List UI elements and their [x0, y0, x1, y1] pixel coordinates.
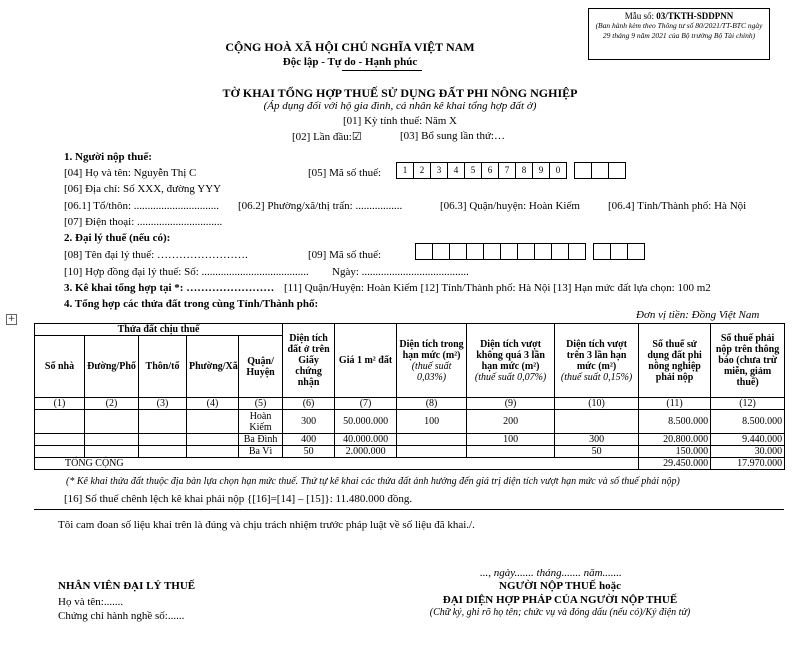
col-header-4: Phường/Xã — [187, 336, 239, 398]
cell-area: 300 — [283, 410, 335, 434]
taxpayer-name: [04] Họ và tên: Nguyễn Thị C — [64, 167, 197, 179]
first-time-checkbox[interactable]: [02] Lần đầu:☑ — [292, 131, 362, 143]
section-taxpayer: 1. Người nộp thuế: — [64, 151, 152, 163]
col-number: (10) — [555, 398, 639, 410]
supplement-count: [03] Bổ sung lần thứ:… — [400, 130, 505, 142]
col-header-10-label: Diện tích vượt trên 3 lần hạn mức (m²) — [566, 338, 628, 372]
col-number: (11) — [639, 398, 711, 410]
col-header-11: Số thuế sử dụng đất phi nông nghiệp phải nộp — [639, 324, 711, 398]
taxpayer-group: [06.1] Tổ/thôn: ............................... — [64, 200, 220, 212]
agent-staff-cert: Chứng chỉ hành nghề số:...... — [58, 610, 185, 622]
tax-digit[interactable]: 7 — [498, 162, 516, 179]
cell-price: 2.000.000 — [335, 446, 397, 458]
agent-tax-digit[interactable] — [449, 243, 467, 260]
col-header-9-label: Diện tích vượt không quá 3 lần hạn mức (m²) — [476, 338, 545, 372]
divider — [34, 509, 784, 510]
table-add-icon[interactable]: + — [7, 314, 16, 324]
taxpayer-phone: [07] Điện thoại: ............................... — [64, 216, 223, 228]
country-name: CỘNG HOÀ XÃ HỘI CHỦ NGHĨA VIỆT NAM — [225, 40, 475, 54]
col-number: (7) — [335, 398, 397, 410]
agent-tax-digit-extra[interactable] — [627, 243, 645, 260]
payer-title: NGƯỜI NỘP THUẾ hoặc — [499, 580, 621, 592]
tax-digit-extra[interactable] — [608, 162, 626, 179]
agent-tax-digit[interactable] — [534, 243, 552, 260]
cell-over-limit: 100 — [467, 434, 555, 446]
cell-tax: 150.000 — [639, 446, 711, 458]
col-number: (6) — [283, 398, 335, 410]
cell-notice: 8.500.000 — [711, 410, 785, 434]
tax-digit[interactable]: 8 — [515, 162, 533, 179]
motto-underline — [342, 70, 422, 71]
col-header-3: Thôn/tổ — [139, 336, 187, 398]
motto: Độc lập - Tự do - Hạnh phúc — [282, 56, 418, 68]
summary-table — [34, 323, 785, 470]
group-header: Thửa đất chịu thuế — [35, 324, 283, 336]
cell-above-3x: 50 — [555, 446, 639, 458]
table-row — [35, 410, 785, 434]
total-notice: 17.970.000 — [711, 458, 785, 470]
agent-tax-code-label: [09] Mã số thuế: — [308, 249, 382, 261]
difference-line: [16] Số thuế chênh lệch kê khai phải nộp {[16]=[14] – [15]}: 11.480.000 đồng. — [64, 493, 413, 505]
col-header-10-rate: (thuế suất 0,15%) — [560, 371, 633, 383]
cell-over-limit: 200 — [467, 410, 555, 434]
tax-digit[interactable]: 0 — [549, 162, 567, 179]
tax-period: [01] Kỳ tính thuế: Năm X — [343, 115, 457, 127]
cell-in-limit — [397, 434, 467, 446]
declare-place-label: 3. Kê khai tổng hợp tại *: …………………… — [64, 282, 275, 294]
col-header-8 — [397, 324, 467, 398]
col-header-8-rate: (thuế suất 0,03%) — [411, 360, 452, 383]
cell-price: 40.000.000 — [335, 434, 397, 446]
sign-date: ..., ngày....... tháng....... năm....... — [480, 567, 622, 579]
agent-tax-digit[interactable] — [500, 243, 518, 260]
taxpayer-province: [06.4] Tỉnh/Thành phố: Hà Nội — [608, 200, 747, 212]
agent-tax-digit[interactable] — [415, 243, 433, 260]
agent-tax-digit[interactable] — [568, 243, 586, 260]
cell-notice: 9.440.000 — [711, 434, 785, 446]
col-header-7: Giá 1 m² đất — [335, 324, 397, 398]
cell-district: Hoàn Kiếm — [239, 410, 283, 434]
total-label: TỔNG CỘNG — [35, 458, 639, 470]
column-number-row — [35, 398, 785, 410]
tax-digit[interactable]: 9 — [532, 162, 550, 179]
tax-digit-extra[interactable] — [591, 162, 609, 179]
table-row — [35, 446, 785, 458]
agent-tax-digit-extra[interactable] — [593, 243, 611, 260]
col-header-5: Quận/ Huyện — [239, 336, 283, 398]
payer-title-2: ĐẠI DIỆN HỢP PHÁP CỦA NGƯỜI NỘP THUẾ — [442, 594, 678, 606]
section-summary: 4. Tổng hợp các thửa đất trong cùng Tỉnh/Thành phố: — [64, 298, 319, 310]
form-code: 03/TKTH-SDDPNN — [656, 11, 734, 21]
agent-staff-name: Họ và tên:....... — [58, 596, 124, 608]
form-code-prefix: Mẫu số: — [624, 11, 654, 21]
footnote: (* Kê khai thửa đất thuộc địa bàn lựa chọn hạn mức thuế. Thứ tự kê khai các thửa đất ảnh hưởng đến giá trị diện tích vượt hạn mức và số thuế phải nộp) — [66, 476, 680, 487]
col-header-1: Số nhà — [35, 336, 85, 398]
col-number: (3) — [139, 398, 187, 410]
col-header-8-label: Diện tích trong hạn mức (m²) — [399, 338, 464, 361]
commitment: Tôi cam đoan số liệu khai trên là đúng và chịu trách nhiệm trước pháp luật về số liệu đã khai./. — [58, 519, 475, 531]
taxpayer-district: [06.3] Quận/huyện: Hoàn Kiếm — [440, 200, 580, 212]
cell-notice: 30.000 — [711, 446, 785, 458]
total-tax: 29.450.000 — [639, 458, 711, 470]
cell-district: Ba Đình — [239, 434, 283, 446]
agent-tax-digit[interactable] — [466, 243, 484, 260]
cell-price: 50.000.000 — [335, 410, 397, 434]
cell-tax: 20.800.000 — [639, 434, 711, 446]
payer-note: (Chữ ký, ghi rõ họ tên; chức vụ và đóng dấu (nếu có)/Ký điện tử) — [429, 607, 691, 618]
cell-in-limit — [397, 446, 467, 458]
taxpayer-address: [06] Địa chỉ: Số XXX, đường YYY — [64, 183, 222, 195]
col-header-9 — [467, 324, 555, 398]
taxpayer-tax-code-boxes[interactable] — [397, 162, 626, 179]
taxpayer-tax-code-label: [05] Mã số thuế: — [308, 167, 382, 179]
tax-digit-extra[interactable] — [574, 162, 592, 179]
agent-tax-digit-extra[interactable] — [610, 243, 628, 260]
currency-unit: Đơn vị tiền: Đồng Việt Nam — [636, 309, 760, 321]
col-header-2: Đường/Phố — [85, 336, 139, 398]
form-code-box — [588, 8, 770, 60]
col-number: (9) — [467, 398, 555, 410]
col-header-6: Diện tích đất ở trên Giấy chứng nhận — [283, 324, 335, 398]
taxpayer-ward: [06.2] Phường/xã/thị trấn: ................. — [238, 200, 403, 212]
agent-tax-digit[interactable] — [551, 243, 569, 260]
form-title: TỜ KHAI TỔNG HỢP THUẾ SỬ DỤNG ĐẤT PHI NÔNG NGHIỆP — [222, 86, 578, 100]
col-number: (8) — [397, 398, 467, 410]
cell-district: Ba Vì — [239, 446, 283, 458]
cell-area: 400 — [283, 434, 335, 446]
col-number: (12) — [711, 398, 785, 410]
tax-digit[interactable]: 6 — [481, 162, 499, 179]
col-number: (1) — [35, 398, 85, 410]
col-header-9-rate: (thuế suất 0,07%) — [474, 371, 547, 383]
section-agent — [64, 232, 170, 244]
agent-tax-code-boxes[interactable] — [416, 243, 645, 260]
tax-digit[interactable]: 4 — [447, 162, 465, 179]
cell-in-limit: 100 — [397, 410, 467, 434]
cell-above-3x — [555, 410, 639, 434]
agent-tax-digit[interactable] — [432, 243, 450, 260]
cell-tax: 8.500.000 — [639, 410, 711, 434]
col-number: (5) — [239, 398, 283, 410]
section-agent-label: 2. Đại lý thuế (nếu có): — [64, 232, 171, 244]
agent-tax-digit[interactable] — [517, 243, 535, 260]
agent-name: [08] Tên đại lý thuế: ……………………. — [64, 249, 248, 261]
total-row — [35, 458, 785, 470]
form-code-note: (Ban hành kèm theo Thông tư số 80/2021/TT-BTC ngày 29 tháng 9 năm 2021 của Bộ trưởng Bộ Tài chính) — [595, 21, 763, 40]
cell-area: 50 — [283, 446, 335, 458]
col-header-10 — [555, 324, 639, 398]
tax-digit[interactable]: 2 — [413, 162, 431, 179]
agent-staff-title: NHÂN VIÊN ĐẠI LÝ THUẾ — [58, 580, 196, 592]
form-subtitle: (Áp dụng đối với hộ gia đình, cá nhân kê khai tổng hợp đất ở) — [263, 100, 537, 112]
tax-digit[interactable]: 1 — [396, 162, 414, 179]
col-header-12: Số thuế phải nộp trên thông báo (chưa trừ miễn, giảm thuế) — [711, 324, 785, 398]
tax-digit[interactable]: 3 — [430, 162, 448, 179]
col-number: (2) — [85, 398, 139, 410]
cell-above-3x: 300 — [555, 434, 639, 446]
table-row — [35, 434, 785, 446]
agent-contract-date: Ngày: ....................................... — [332, 266, 469, 278]
col-number: (4) — [187, 398, 239, 410]
tax-digit[interactable]: 5 — [464, 162, 482, 179]
agent-contract: [10] Hợp đồng đại lý thuế: Số: ....................................... — [64, 266, 309, 278]
agent-tax-digit[interactable] — [483, 243, 501, 260]
declare-place-detail: [11] Quận/Huyện: Hoàn Kiếm [12] Tỉnh/Thành phố: Hà Nội [13] Hạn mức đất lựa chọn: 100 m2 — [284, 282, 711, 294]
cell-over-limit — [467, 446, 555, 458]
